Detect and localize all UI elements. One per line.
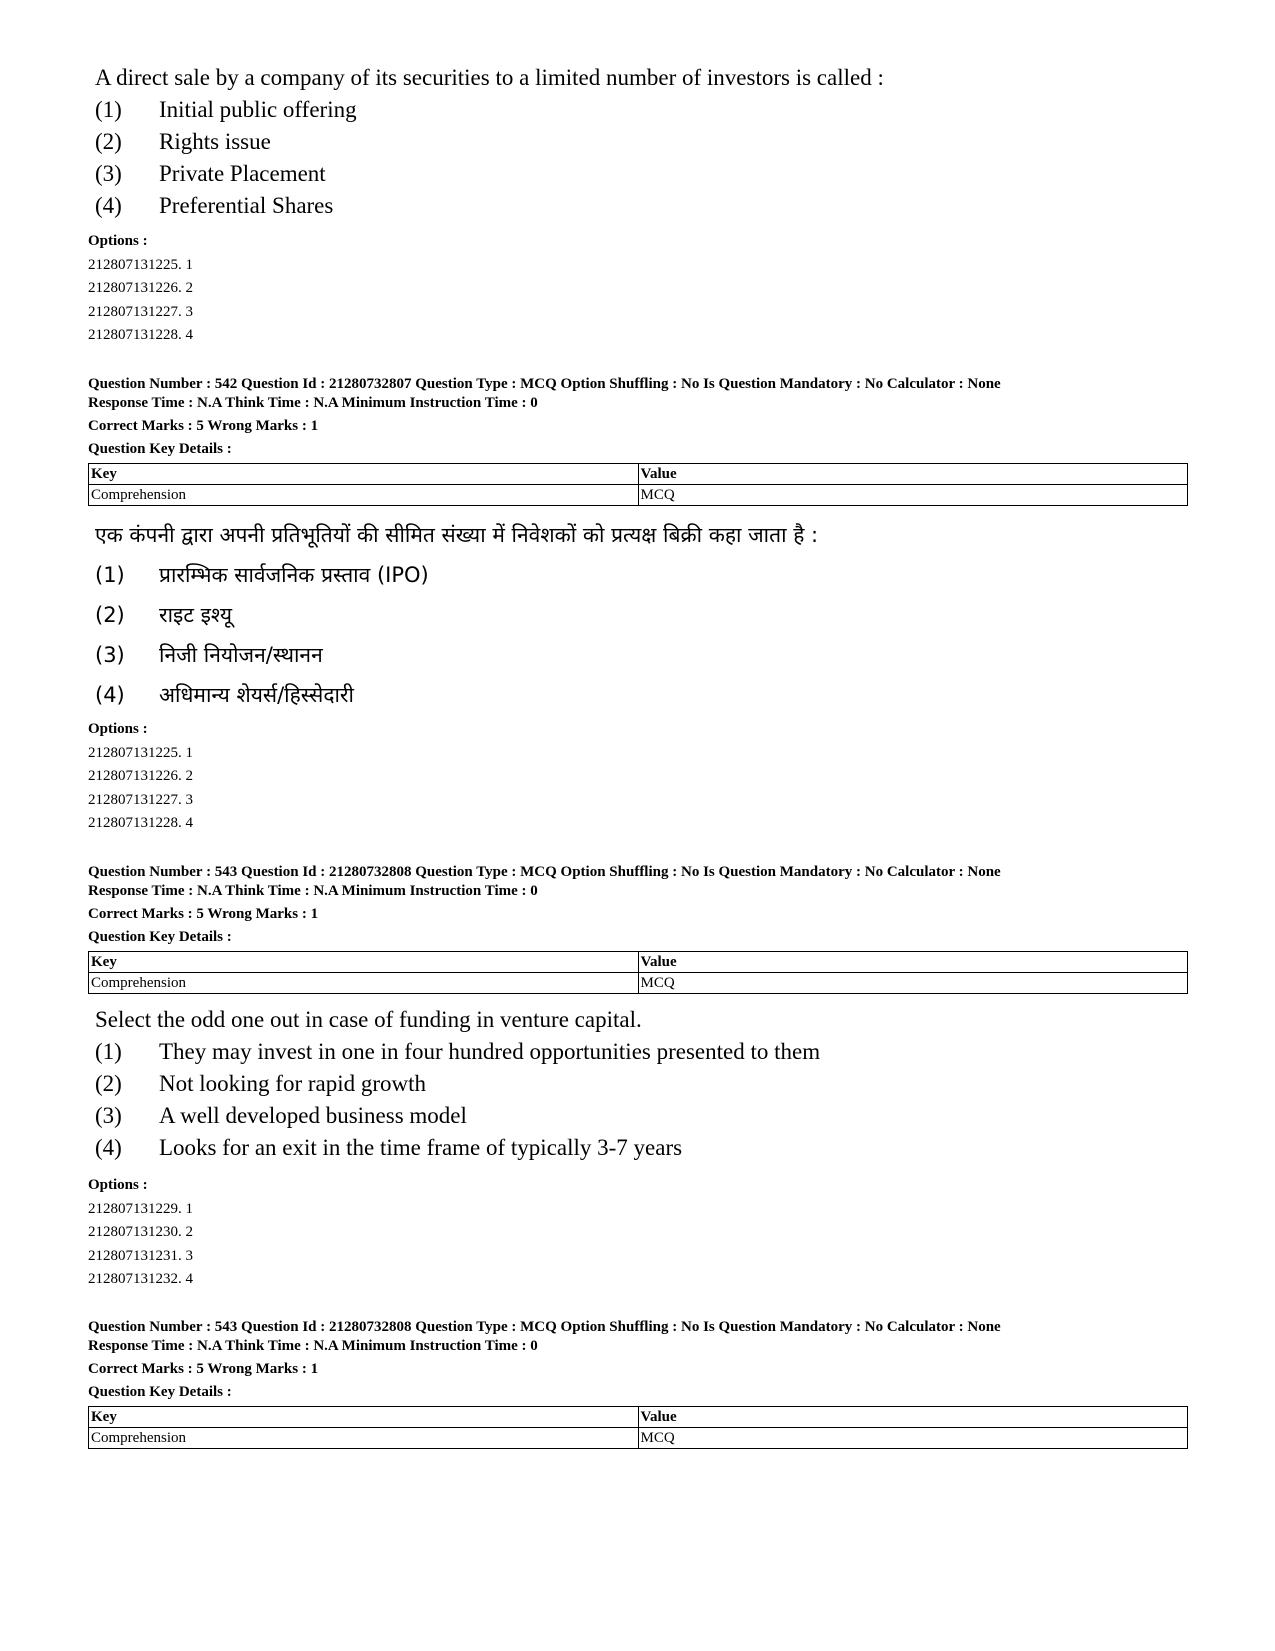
timing-info-line: Response Time : N.A Think Time : N.A Minimum Instruction Time : 0 — [88, 883, 538, 899]
key-details-table — [88, 1406, 1188, 1449]
option-id: 212807131225. 1 — [88, 256, 193, 273]
question-542-block — [95, 515, 818, 715]
answer-option: (1) प्रारम्भिक सार्वजनिक प्रस्ताव (IPO) — [95, 563, 429, 587]
answer-option: (3) Private Placement — [95, 161, 326, 186]
answer-option: (3) A well developed business model — [95, 1103, 467, 1128]
marks-info-line: Correct Marks : 5 Wrong Marks : 1 — [88, 906, 319, 922]
option-id: 212807131227. 3 — [88, 303, 193, 320]
answer-option: (4) Looks for an exit in the time frame of typically 3-7 years — [95, 1135, 683, 1160]
answer-option: (2) राइट इश्यू — [95, 603, 233, 627]
table-header-value: Value — [638, 464, 1188, 485]
key-details-label: Question Key Details : — [88, 1384, 232, 1400]
question-stem: A direct sale by a company of its securities to a limited number of investors is called : — [95, 65, 884, 90]
question-stem: Select the odd one out in case of funding in venture capital. — [95, 1007, 642, 1032]
answer-option: (2) Rights issue — [95, 129, 271, 154]
answer-option: (4) Preferential Shares — [95, 193, 334, 218]
key-details-table — [88, 463, 1188, 506]
question-meta-543 — [88, 863, 1193, 994]
key-details-label: Question Key Details : — [88, 929, 232, 945]
options-label: Options : — [88, 1177, 148, 1193]
question-stem: एक कंपनी द्वारा अपनी प्रतिभूतियों की सीमित संख्या में निवेशकों को प्रत्यक्ष बिक्री कहा जाता है : — [95, 523, 819, 547]
question-541-block — [95, 62, 884, 222]
question-meta-542 — [88, 375, 1193, 506]
table-header-value: Value — [638, 952, 1188, 973]
option-id: 212807131228. 4 — [88, 815, 193, 831]
table-header-key: Key — [89, 1407, 639, 1428]
timing-info-line: Response Time : N.A Think Time : N.A Minimum Instruction Time : 0 — [88, 1338, 538, 1354]
table-row: Comprehension MCQ — [89, 485, 1188, 506]
question-info-line: Question Number : 543 Question Id : 21280732808 Question Type : MCQ Option Shuffling : No Is Question Mandatory : No Calculator : None — [88, 864, 1001, 880]
table-row: Comprehension MCQ — [89, 973, 1188, 994]
option-id: 212807131226. 2 — [88, 280, 193, 296]
answer-option: (3) निजी नियोजन/स्थानन — [95, 643, 323, 667]
option-id: 212807131227. 3 — [88, 791, 193, 808]
option-id: 212807131230. 2 — [88, 1224, 193, 1240]
option-id: 212807131226. 2 — [88, 768, 193, 784]
answer-option: (1) Initial public offering — [95, 97, 357, 122]
answer-option: (1) They may invest in one in four hundred opportunities presented to them — [95, 1039, 821, 1064]
option-id: 212807131232. 4 — [88, 1271, 193, 1287]
option-ids-block — [88, 718, 193, 836]
timing-info-line: Response Time : N.A Think Time : N.A Minimum Instruction Time : 0 — [88, 395, 538, 411]
option-id: 212807131225. 1 — [88, 744, 193, 761]
question-info-line: Question Number : 543 Question Id : 21280732808 Question Type : MCQ Option Shuffling : No Is Question Mandatory : No Calculator : None — [88, 1319, 1001, 1335]
table-header-key: Key — [89, 464, 639, 485]
answer-options-list — [95, 1036, 820, 1164]
question-info-line: Question Number : 542 Question Id : 21280732807 Question Type : MCQ Option Shuffling : No Is Question Mandatory : No Calculator : None — [88, 376, 1001, 392]
options-label: Options : — [88, 233, 148, 249]
answer-options-list — [95, 94, 884, 222]
key-details-table — [88, 951, 1188, 994]
table-header-key: Key — [89, 952, 639, 973]
option-id: 212807131229. 1 — [88, 1200, 193, 1217]
option-id: 212807131228. 4 — [88, 327, 193, 343]
marks-info-line: Correct Marks : 5 Wrong Marks : 1 — [88, 418, 319, 434]
answer-option: (4) अधिमान्य शेयर्स/हिस्सेदारी — [95, 683, 354, 707]
option-ids-block — [88, 230, 193, 348]
question-543-block — [95, 1004, 820, 1164]
answer-option: (2) Not looking for rapid growth — [95, 1071, 427, 1096]
table-row: Comprehension MCQ — [89, 1428, 1188, 1449]
option-id: 212807131231. 3 — [88, 1247, 193, 1264]
options-label: Options : — [88, 721, 148, 737]
option-ids-block — [88, 1174, 193, 1292]
table-header-value: Value — [638, 1407, 1188, 1428]
question-meta-543-repeat — [88, 1318, 1193, 1449]
answer-options-list — [95, 555, 818, 715]
key-details-label: Question Key Details : — [88, 441, 232, 457]
marks-info-line: Correct Marks : 5 Wrong Marks : 1 — [88, 1361, 319, 1377]
